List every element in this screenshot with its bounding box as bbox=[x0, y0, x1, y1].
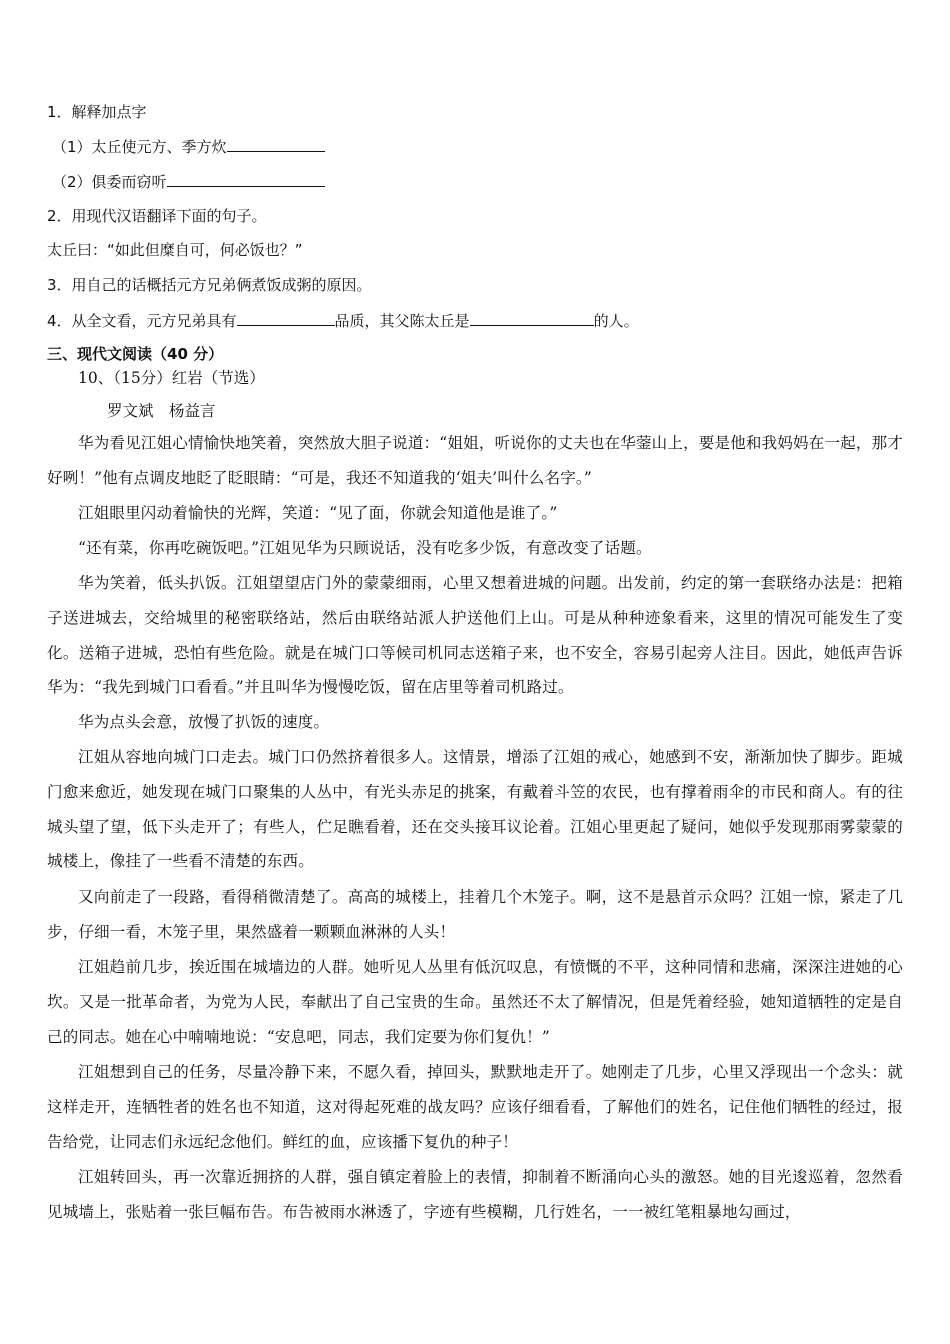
question-1-sub-1-text: （1）太丘使元方、季方炊 bbox=[52, 138, 227, 156]
question-4-text-3: 的人。 bbox=[593, 312, 639, 330]
question-2: 2．用现代汉语翻译下面的句子。 bbox=[47, 207, 267, 225]
paragraph: 江姐转回头，再一次靠近拥挤的人群，强自镇定着脸上的表情，抑制着不断涌向心头的激怒。她的目光逡巡着，忽然看见城墙上，张贴着一张巨幅布告。布告被雨水淋透了，字迹有些模糊，几行姓名，一一被红笔粗暴地勾画过， bbox=[47, 1168, 903, 1221]
question-1-title: 1．解释加点字 bbox=[47, 103, 147, 121]
paragraph: 江姐趋前几步，挨近围在城墙边的人群。她听见人丛里有低沉叹息，有愤慨的不平，这种同情和悲痛，深深注进她的心坎。又是一批革命者，为党为人民，奉献出了自己宝贵的生命。虽然还不太了解情况，但是凭着经验，她知道牺牲的定是自己的同志。她在心中喃喃地说：“安息吧，同志，我们定要为你们复仇！” bbox=[47, 958, 903, 1046]
reading-item-title: 10、（15分）红岩（节选） bbox=[78, 369, 265, 387]
paragraph: “还有菜，你再吃碗饭吧。”江姐见华为只顾说话，没有吃多少饭，有意改变了话题。 bbox=[78, 539, 652, 557]
paragraph: 华为笑着，低头扒饭。江姐望望店门外的蒙蒙细雨，心里又想着进城的问题。出发前，约定的第一套联络办法是：把箱子送进城去，交给城里的秘密联络站，然后由联络站派人护送他们上山。可是从种种迹象看来，这里的情况可能发生了变化。送箱子进城，恐怕有些危险。就是在城门口等候司机同志送箱子来，也不安全，容易引起旁人注目。因此，她低声告诉华为：“我先到城门口看看。”并且叫华为慢慢吃饭，留在店里等着司机路过。 bbox=[47, 574, 903, 697]
answer-blank[interactable] bbox=[227, 136, 325, 152]
question-3: 3．用自己的话概括元方兄弟俩煮饭成粥的原因。 bbox=[47, 276, 372, 294]
answer-blank[interactable] bbox=[470, 310, 594, 326]
section-title: 三、现代文阅读（40 分） bbox=[47, 345, 224, 363]
answer-blank[interactable] bbox=[167, 171, 325, 187]
question-2-sentence: 太丘曰：“如此但糜自可，何必饭也？” bbox=[47, 241, 303, 259]
question-4 bbox=[47, 310, 639, 331]
answer-blank[interactable] bbox=[237, 310, 335, 326]
paragraph: 华为点头会意，放慢了扒饭的速度。 bbox=[78, 713, 330, 731]
question-4-text-1: 4．从全文看，元方兄弟具有 bbox=[47, 312, 237, 330]
paragraph: 江姐眼里闪动着愉快的光辉，笑道：“见了面，你就会知道他是谁了。” bbox=[78, 504, 558, 522]
question-4-text-2: 品质，其父陈太丘是 bbox=[334, 312, 470, 330]
paragraph: 江姐从容地向城门口走去。城门口仍然挤着很多人。这情景，增添了江姐的戒心，她感到不安，渐渐加快了脚步。距城门愈来愈近，她发现在城门口聚集的人丛中，有光头赤足的挑案，有戴着斗笠的农民，也有撑着雨伞的市民和商人。有的往城头望了望，低下头走开了；有些人，伫足瞧看着，还在交头接耳议论着。江姐心里更起了疑问，她似乎发现那雨雾蒙蒙的城楼上，像挂了一些看不清楚的东西。 bbox=[47, 748, 903, 871]
question-1-sub-2 bbox=[52, 171, 325, 192]
paragraph: 江姐想到自己的任务，尽量冷静下来，不愿久看，掉回头，默默地走开了。她刚走了几步，心里又浮现出一个念头：就这样走开，连牺牲者的姓名也不知道，这对得起死难的战友吗？应该仔细看看，了解他们的姓名，记住他们牺牲的经过，报告给党，让同志们永远纪念他们。鲜红的血，应该播下复仇的种子！ bbox=[47, 1063, 903, 1151]
paragraph: 华为看见江姐心情愉快地笑着，突然放大胆子说道：“姐姐，听说你的丈夫也在华蓥山上，要是他和我妈妈在一起，那才好咧！”他有点调皮地眨了眨眼睛：“可是，我还不知道我的‘姐夫’叫什么名字。” bbox=[47, 434, 903, 487]
question-1-sub-1 bbox=[52, 136, 325, 157]
reading-authors: 罗文斌 杨益言 bbox=[107, 402, 216, 420]
paragraph: 又向前走了一段路，看得稍微清楚了。高高的城楼上，挂着几个木笼子。啊，这不是悬首示众吗？江姐一惊，紧走了几步，仔细一看，木笼子里，果然盛着一颗颗血淋淋的人头！ bbox=[47, 888, 903, 941]
question-1-sub-2-text: （2）俱委而窃听 bbox=[52, 173, 167, 191]
